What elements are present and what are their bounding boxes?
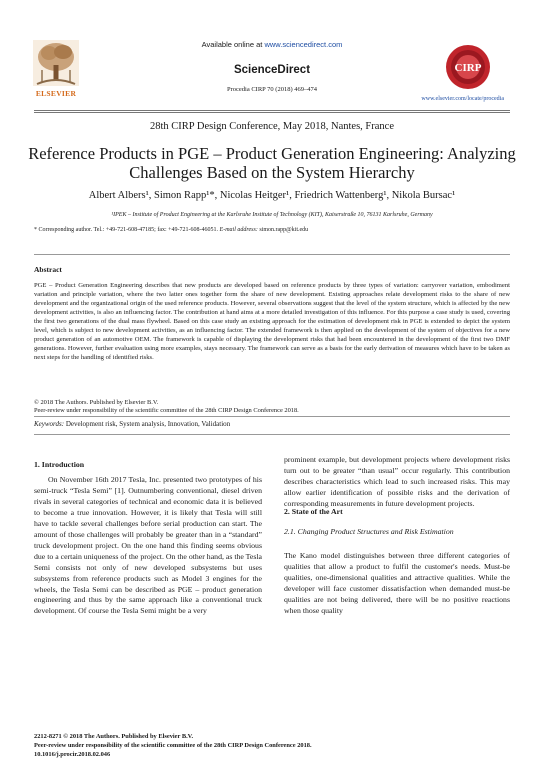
affiliation: ¹IPEK – Institute of Product Engineering at the Karlsruhe Institute of Technology (KIT), Kaiserstraße 10, 76131 Karlsruhe, Germany — [111, 212, 433, 218]
sciencedirect-link[interactable]: www.sciencedirect.com — [264, 40, 343, 49]
copyright-notice: © 2018 The Authors. Published by Elsevier B.V. — [34, 399, 159, 406]
footer-issn: 2212-8271 © 2018 The Authors. Published by Elsevier B.V. — [34, 733, 194, 740]
keywords-line — [34, 420, 230, 428]
paper-title: Reference Products in PGE – Product Generation Engineering: Analyzing Challenges Based on the System Hierarchy — [28, 144, 516, 182]
peer-review-notice: Peer-review under responsibility of the scientific committee of the 28th CIRP Design Conference 2018. — [34, 407, 299, 414]
introduction-heading: 1. Introduction — [34, 460, 85, 469]
state-of-the-art-heading: 2. State of the Art — [284, 507, 343, 516]
elsevier-wordmark: ELSEVIER — [35, 89, 77, 98]
abstract-heading: Abstract — [34, 265, 62, 274]
header-rule-bottom — [34, 112, 510, 113]
journal-homepage-link[interactable]: www.elsevier.com/locate/procedia — [421, 96, 504, 102]
keywords-list: Development risk, System analysis, Innovation, Validation — [64, 420, 231, 428]
conference-name: 28th CIRP Design Conference, May 2018, Nantes, France — [150, 121, 394, 132]
abstract-text: PGE – Product Generation Engineering describes that new products are developed based on reference products by three types of variation: carryover variation, embodiment variation and principle variation, where the two latter ones together form the share of new development. Existing approaches relate development risks to the share of new development and the organizational origin of the used reference products. However, several observations suggest that the level of the system structure, which is affected by the new development activities, is also an influencing factor. The contribution at hand aims at a more detailed investigation of this influence. For this purpose a case study is used, covering the first two generations of the dual mass flywheel. Based on this case study an existing approach for the estimation of development risk in PGE is extended to depict the system level, which is subject to new development activities, as an influencing factor. The extended framework is then applied on the development of the system of objectives for a new product generation of an automotive OEM. The framework is capable of displaying the development risks that had been encountered in the development of the first two DMF generations. However, further evaluation using more examples, stays necessary. The framework can serve as a basis for the early derivation of measures which have to be taken as next steps for the handling of identified risks. — [34, 282, 510, 362]
sciencedirect-title: ScienceDirect — [233, 64, 311, 76]
email-address[interactable]: simon.rapp@kit.edu — [257, 227, 309, 233]
abstract-rule-top — [34, 254, 510, 255]
introduction-text: On November 16th 2017 Tesla, Inc. presented two prototypes of his semi-truck “Tesla Semi” [1]. Outnumbering conventional, diesel driven rivals in several categories of technical and economic data it is believed to become a true innovation. However, it is likely that Tesla will still have to tackle several challenges before serial production can start. The amount of those challenges will probably be greater than in a “standard” truck development project. On the one hand this finding seems obvious due to a certain uniqueness of the project. On the other hand, as the Tesla Semi consists not only of new developed subsystems but uses subsystems from reference products such as Model 3 engines for the wheels, the Tesla Semi can be described as PGE – product generation engineering and thus by the same approach like a conventional truck development. Of course the Tesla Semi might be a very — [34, 475, 262, 616]
introduction-continued-text: prominent example, but development projects where development risks turn out to be greater “than usual” occur regularly. This contribution describes characteristics which lead to such increased risks. This may allow earlier identification of possible risks and the derivation of corresponding measurements in future development projects. — [284, 455, 510, 508]
journal-reference: Procedia CIRP 70 (2018) 469–474 — [226, 86, 318, 93]
cirp-logo-text: CIRP — [454, 62, 482, 74]
subsection-heading: 2.1. Changing Product Structures and Risk Estimation — [284, 527, 454, 536]
cirp-logo — [445, 43, 491, 95]
corresponding-author-line — [34, 227, 510, 233]
footer-doi[interactable]: 10.1016/j.procir.2018.02.046 — [34, 751, 111, 758]
keywords-rule-top — [34, 416, 510, 417]
kano-model-text: The Kano model distinguishes between three different categories of qualities that allow a product to fulfil the customer's needs. Must-be qualities, one-dimensional qualities and attractive qualities. While the developer will face customer dissatisfaction when demanded must-be qualities are not being delivered, there will be no positive reactions when those quality — [284, 551, 510, 615]
author-list: Albert Albers¹, Simon Rapp¹*, Nicolas Heitger¹, Friedrich Wattenberg¹, Nikola Bursac¹ — [88, 190, 456, 201]
corresponding-author-contact: * Corresponding author. Tel.: +49-721-608-47185; fax: +49-721-608-46051. — [34, 227, 220, 233]
available-prefix: Available online at — [201, 40, 265, 49]
keywords-label: Keywords: — [34, 420, 65, 428]
header-rule-top — [34, 110, 510, 111]
footer-peer-review: Peer-review under responsibility of the scientific committee of the 28th CIRP Design Conference 2018. — [34, 742, 312, 749]
keywords-rule-bottom — [34, 434, 510, 435]
email-label: E-mail address: — [219, 227, 258, 233]
